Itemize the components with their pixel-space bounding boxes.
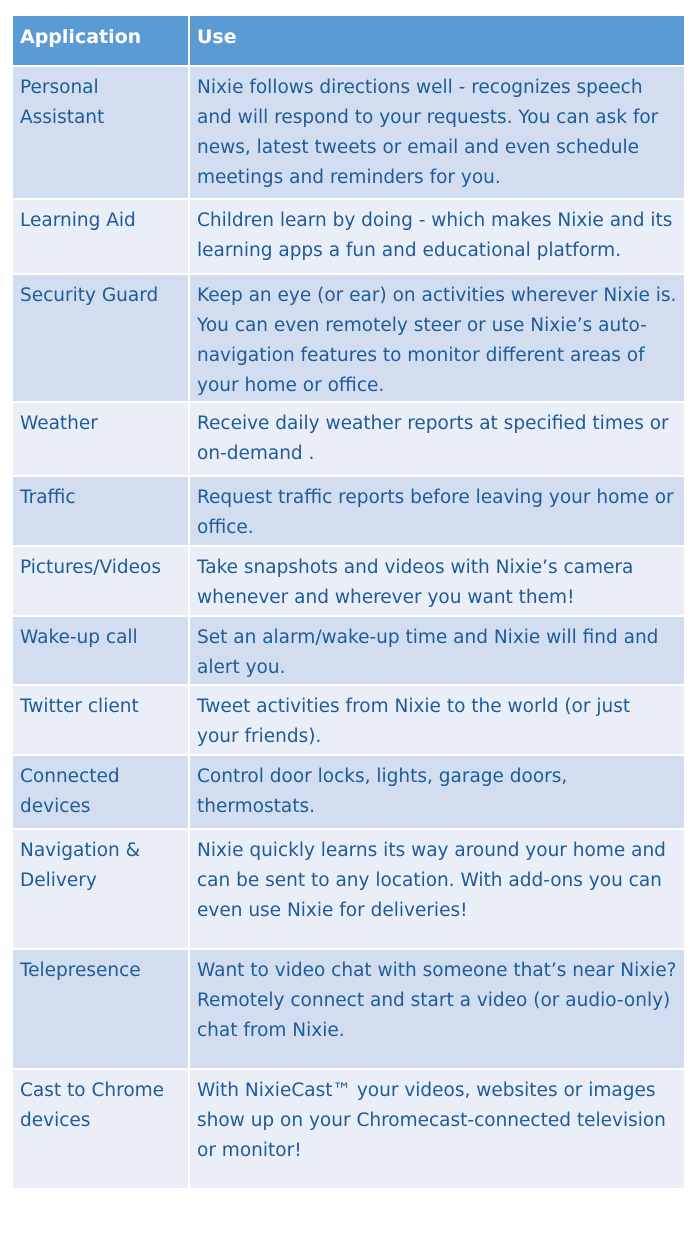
- use-cell: Tweet activities from Nixie to the world (or just your friends).: [189, 685, 684, 755]
- table-row: [13, 616, 684, 685]
- table-row: [13, 829, 684, 949]
- header-use: Use: [189, 16, 684, 66]
- application-cell: Weather: [13, 402, 189, 476]
- use-cell: Nixie follows directions well - recognizes speech and will respond to your requests. You can ask for news, latest tweets or email and even schedule meetings and reminders for you.: [189, 66, 684, 199]
- application-cell: Connected devices: [13, 755, 189, 829]
- table-row: [13, 199, 684, 274]
- use-cell: Set an alarm/wake-up time and Nixie will find and alert you.: [189, 616, 684, 685]
- use-cell: Nixie quickly learns its way around your home and can be sent to any location. With add-ons you can even use Nixie for deliveries!: [189, 829, 684, 949]
- use-cell: Keep an eye (or ear) on activities wherever Nixie is. You can even remotely steer or use Nixie’s auto-navigation features to monitor different areas of your home or office.: [189, 274, 684, 402]
- application-cell: Personal Assistant: [13, 66, 189, 199]
- use-cell: With NixieCast™ your videos, websites or images show up on your Chromecast-connected television or monitor!: [189, 1069, 684, 1189]
- use-cell: Want to video chat with someone that’s near Nixie? Remotely connect and start a video (or audio-only) chat from Nixie.: [189, 949, 684, 1069]
- use-cell: Request traffic reports before leaving your home or office.: [189, 476, 684, 546]
- application-cell: Pictures/Videos: [13, 546, 189, 616]
- header-application: Application: [13, 16, 189, 66]
- table-row: [13, 402, 684, 476]
- table-row: [13, 755, 684, 829]
- table-row: [13, 274, 684, 402]
- applications-table: [13, 16, 684, 1190]
- table-row: [13, 685, 684, 755]
- table-row: [13, 949, 684, 1069]
- table-row: [13, 66, 684, 199]
- table-row: [13, 476, 684, 546]
- application-cell: Cast to Chrome devices: [13, 1069, 189, 1189]
- use-cell: Children learn by doing - which makes Nixie and its learning apps a fun and educational platform.: [189, 199, 684, 274]
- application-cell: Learning Aid: [13, 199, 189, 274]
- application-cell: Traffic: [13, 476, 189, 546]
- application-cell: Telepresence: [13, 949, 189, 1069]
- application-cell: Twitter client: [13, 685, 189, 755]
- table-row: [13, 1069, 684, 1189]
- use-cell: Take snapshots and videos with Nixie’s camera whenever and wherever you want them!: [189, 546, 684, 616]
- table-header-row: [13, 16, 684, 66]
- table-row: [13, 546, 684, 616]
- application-cell: Wake-up call: [13, 616, 189, 685]
- use-cell: Control door locks, lights, garage doors, thermostats.: [189, 755, 684, 829]
- application-cell: Security Guard: [13, 274, 189, 402]
- use-cell: Receive daily weather reports at specified times or on-demand .: [189, 402, 684, 476]
- application-cell: Navigation & Delivery: [13, 829, 189, 949]
